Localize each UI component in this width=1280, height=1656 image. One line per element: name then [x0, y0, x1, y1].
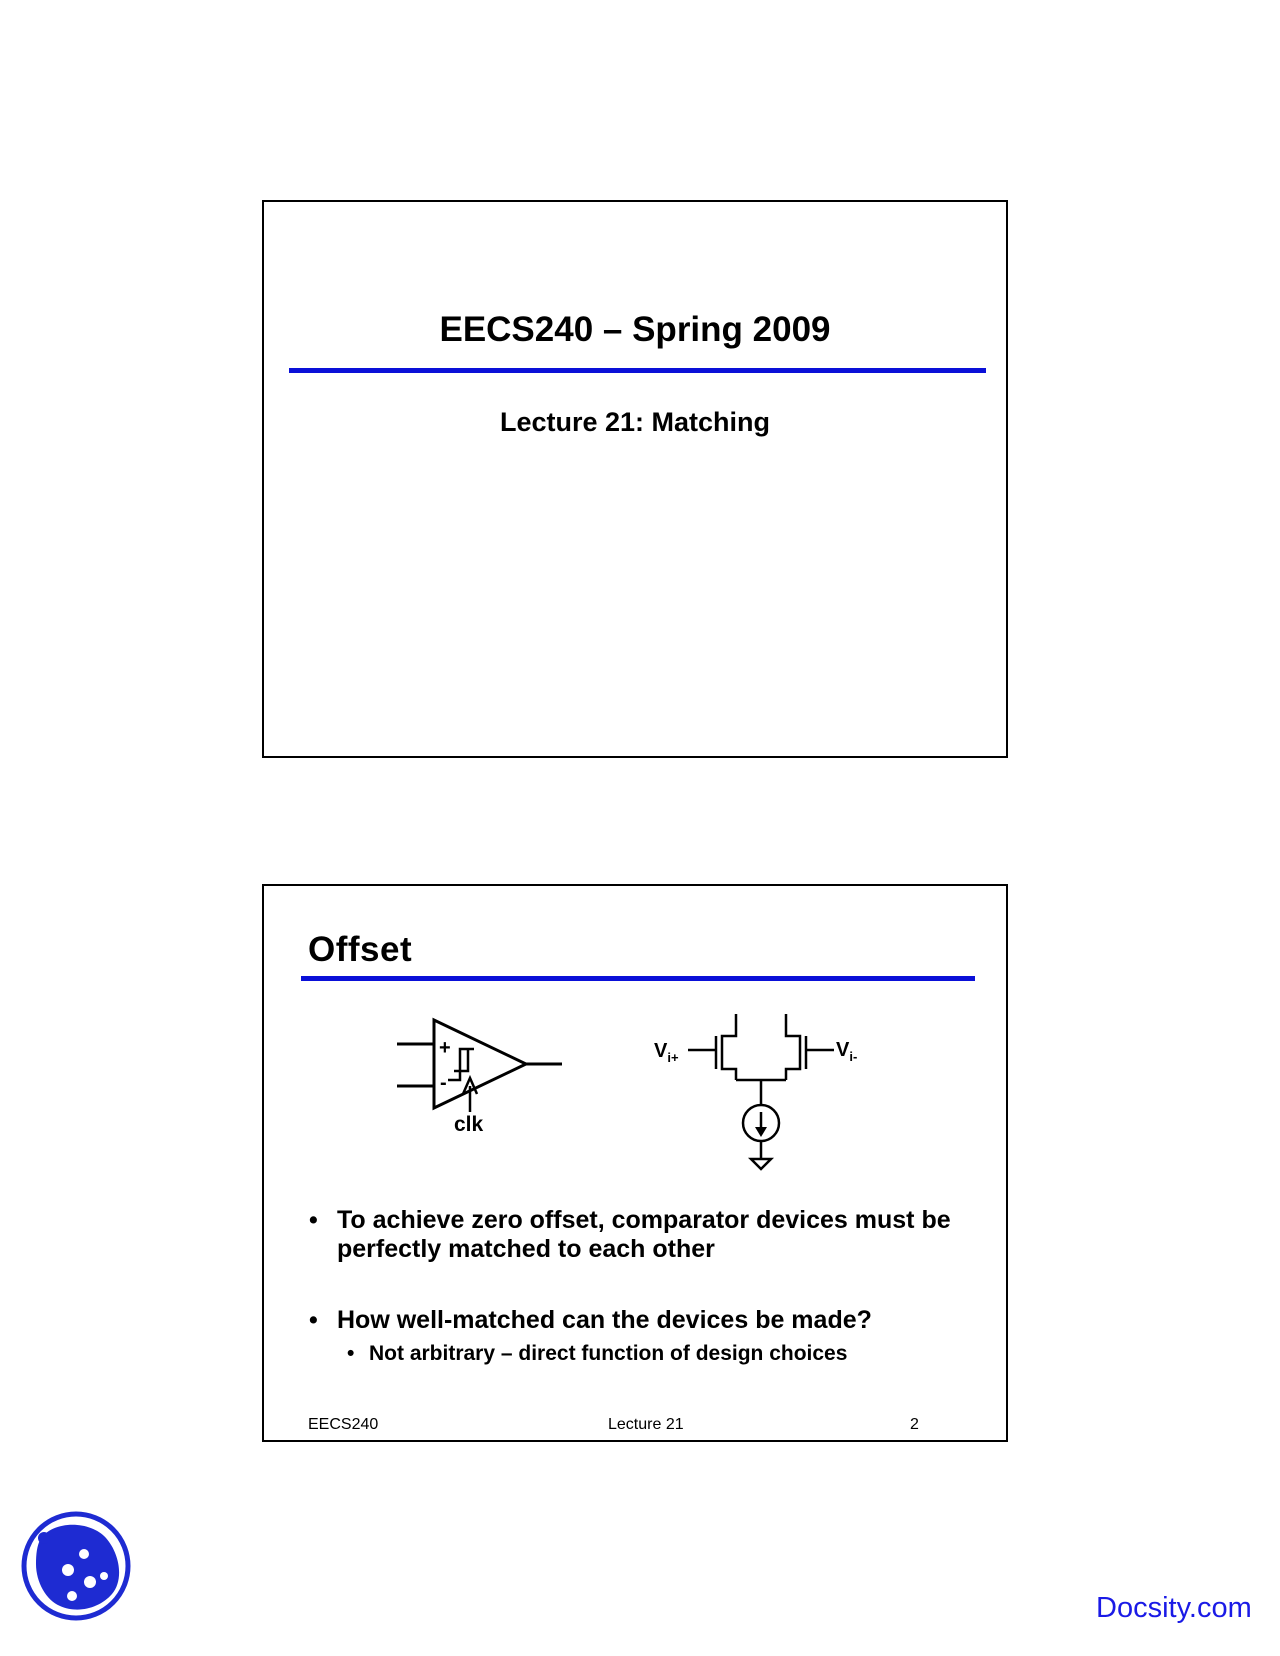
slide-1-title: EECS240 – Spring 2009	[439, 310, 831, 349]
bullet-dot: •	[309, 1306, 318, 1334]
bullet-text: How well-matched can the devices be made?	[337, 1306, 872, 1334]
footer-page-number: 2	[910, 1416, 919, 1433]
comparator-plus-label: +	[439, 1037, 451, 1059]
bullet-matching-question	[309, 1306, 957, 1335]
bullet-zero-offset	[309, 1206, 957, 1264]
docsity-brand-link[interactable]: Docsity.com	[1096, 1592, 1252, 1624]
bullet-text: To achieve zero offset, comparator devices must be perfectly matched to each other	[337, 1206, 951, 1263]
comparator-triangle	[434, 1020, 526, 1108]
slide-2-title: Offset	[308, 930, 413, 969]
title-underline	[289, 368, 986, 373]
circuit-diagrams	[264, 886, 1006, 1186]
ground-icon	[751, 1159, 771, 1169]
right-transistor-channel	[786, 1014, 800, 1080]
docsity-logo-icon	[20, 1510, 132, 1622]
subbullet-design-choices	[347, 1341, 969, 1367]
input-pos-label: $V_{i+}$	[654, 1040, 679, 1065]
slide-1	[262, 200, 1008, 758]
bullet-dot: •	[309, 1206, 318, 1234]
subbullet-text: Not arbitrary – direct function of design choices	[369, 1342, 848, 1365]
left-transistor-channel	[722, 1014, 736, 1080]
current-arrow-head	[755, 1127, 767, 1137]
slide-1-subtitle: Lecture 21: Matching	[499, 407, 771, 437]
input-neg-label: $V_{i-}$	[836, 1039, 858, 1064]
bullet-dot: •	[347, 1342, 355, 1365]
differential-pair-schematic	[688, 1014, 834, 1169]
slide-2	[262, 884, 1008, 1442]
comparator-minus-label: -	[440, 1072, 447, 1094]
footer-lecture: Lecture 21	[608, 1416, 684, 1433]
clock-label: clk	[454, 1113, 484, 1136]
comparator-symbol	[397, 1020, 562, 1112]
footer-course: EECS240	[308, 1416, 379, 1433]
